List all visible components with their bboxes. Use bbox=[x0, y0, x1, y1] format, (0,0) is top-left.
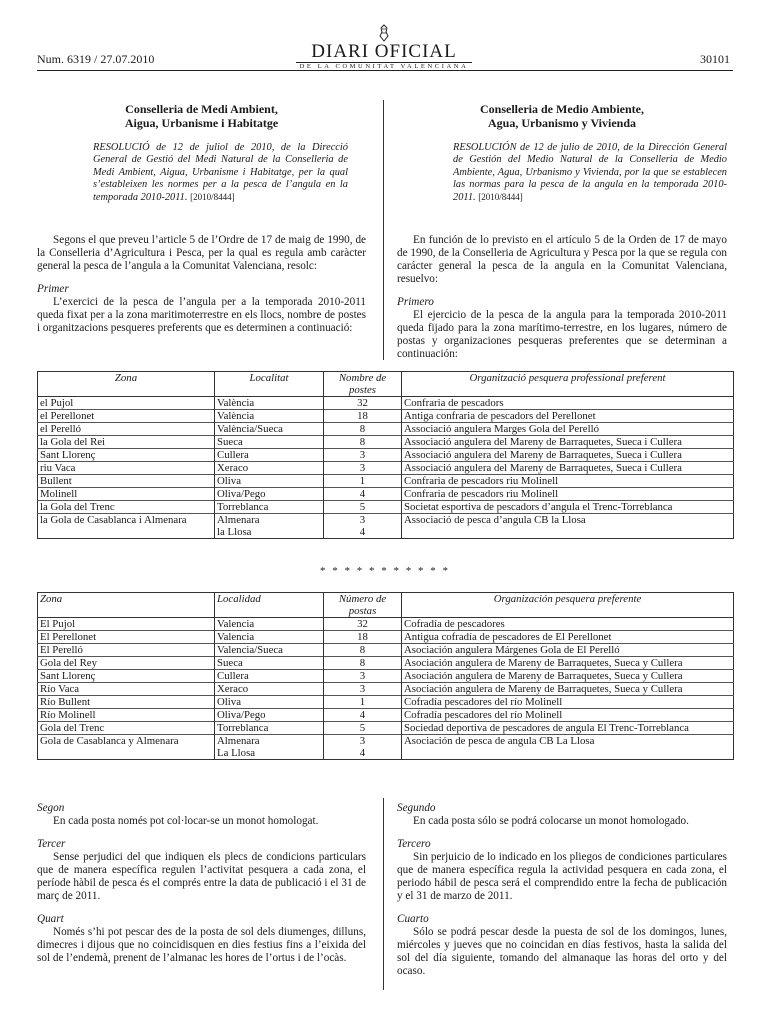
table-va-row bbox=[38, 436, 734, 449]
table-va-row bbox=[38, 462, 734, 475]
table-va-cell-zona: la Gola de Casablanca i Almenara bbox=[38, 514, 215, 539]
table-va-cell-zona: la Gola del Trenc bbox=[38, 501, 215, 514]
table-va-cell-localitat: València/Sueca bbox=[215, 423, 324, 436]
table-va-header-postes: Nombre de postes bbox=[324, 372, 402, 397]
left-primer-text: L’exercici de la pesca de l’angula per a la temporada 2010-2011 queda fixat per a la zona maritimoterrestre en els llocs, nombre de postes i organitzacions pesqueres preferents que es determinen a continuació: bbox=[37, 296, 366, 335]
right-column-bottom bbox=[397, 802, 727, 978]
left-title-line2: Aigua, Urbanisme i Habitatge bbox=[124, 115, 279, 130]
right-primero-text: El ejercicio de la pesca de la angula para la temporada 2010-2011 queda fijado para la zona marítimo-terrestre, en los lugares, número de postas y organizaciones pesqueras preferentes que se determinan a continuación: bbox=[397, 309, 727, 361]
table-va-row bbox=[38, 397, 734, 410]
table-va-cell-organitzacio: Associació de pesca d’angula CB la Llosa bbox=[402, 514, 734, 539]
table-va-row bbox=[38, 501, 734, 514]
table-es-cell-localitat: Oliva/Pego bbox=[215, 709, 324, 722]
left-heading-quart: Quart bbox=[37, 913, 64, 925]
table-es-cell-postes: 18 bbox=[324, 631, 402, 644]
table-es-cell-organitzacio: Asociación angulera de Mareny de Barraquetes, Sueca y Cullera bbox=[402, 657, 734, 670]
table-es-cell-organitzacio: Asociación de pesca de angula CB La Llosa bbox=[402, 735, 734, 760]
table-es-cell-localitat: Torreblanca bbox=[215, 722, 324, 735]
right-column-top bbox=[397, 103, 727, 361]
left-resolution: RESOLUCIÓ de 12 de juliol de 2010, de la Direcció General de Gestió del Medi Natural de la Conselleria de Medi Ambient, Aigua, Urbanisme i Habitatge, per la qual s’estableixen les normes per a la pesca de l’angula en la temporada 2010-2011. [2010/8444] bbox=[93, 142, 348, 204]
table-va-cell-zona: el Perelló bbox=[38, 423, 215, 436]
table-es-cell-zona: Río Bullent bbox=[38, 696, 215, 709]
table-va-cell-postes: 5 bbox=[324, 501, 402, 514]
table-va-cell-organitzacio: Associació angulera del Mareny de Barraquetes, Sueca i Cullera bbox=[402, 449, 734, 462]
table-es-cell-zona: Gola del Rey bbox=[38, 657, 215, 670]
section-separator: * * * * * * * * * * * bbox=[320, 565, 450, 577]
table-es-cell-localitat: Valencia/Sueca bbox=[215, 644, 324, 657]
right-segundo-text: En cada posta sólo se podrá colocarse un monot homologado. bbox=[413, 815, 689, 827]
table-es-cell-zona: El Perellonet bbox=[38, 631, 215, 644]
table-va-cell-zona: el Perellonet bbox=[38, 410, 215, 423]
table-es-header-zona: Zona bbox=[38, 593, 215, 618]
table-va-cell-postes: 3 4 bbox=[324, 514, 402, 539]
table-va-cell-postes: 8 bbox=[324, 423, 402, 436]
table-va-cell-localitat: Oliva/Pego bbox=[215, 488, 324, 501]
table-va-cell-zona: Sant Llorenç bbox=[38, 449, 215, 462]
header-divider bbox=[37, 70, 733, 71]
table-va-cell-localitat: Xeraco bbox=[215, 462, 324, 475]
table-es-header-organizacion: Organización pesquera preferente bbox=[402, 593, 734, 618]
table-va-cell-localitat: València bbox=[215, 397, 324, 410]
table-es-cell-postes: 3 4 bbox=[324, 735, 402, 760]
table-va-cell-zona: el Pujol bbox=[38, 397, 215, 410]
table-va-row bbox=[38, 410, 734, 423]
table-es-cell-postes: 4 bbox=[324, 709, 402, 722]
right-tercero-text: Sin perjuicio de lo indicado en los pliegos de condiciones particulares que de manera específica regula la actividad pesquera en cada zona, el periodo hábil de pesca será el comprendido entre la fecha de publicación y el 31 de marzo de 2011. bbox=[397, 851, 727, 902]
table-va-cell-localitat: València bbox=[215, 410, 324, 423]
table-va-cell-localitat: Cullera bbox=[215, 449, 324, 462]
table-es-cell-localitat: Cullera bbox=[215, 670, 324, 683]
table-va-cell-postes: 8 bbox=[324, 436, 402, 449]
table-es-row bbox=[38, 670, 734, 683]
left-heading-tercer: Tercer bbox=[37, 838, 66, 850]
table-es-cell-organitzacio: Cofradía pescadores del río Molinell bbox=[402, 696, 734, 709]
table-es-row bbox=[38, 735, 734, 760]
table-va-cell-organitzacio: Associació angulera Marges Gola del Perelló bbox=[402, 423, 734, 436]
table-va-cell-organitzacio: Associació angulera del Mareny de Barraquetes, Sueca i Cullera bbox=[402, 462, 734, 475]
table-es-cell-postes: 3 bbox=[324, 670, 402, 683]
logo-title: DIARI OFICIAL bbox=[311, 41, 457, 62]
column-divider bbox=[383, 100, 384, 360]
table-es-cell-localitat: Oliva bbox=[215, 696, 324, 709]
table-es-row bbox=[38, 709, 734, 722]
left-heading-primer: Primer bbox=[37, 283, 69, 296]
coat-of-arms-icon bbox=[374, 24, 394, 42]
table-es-cell-zona: Gola del Trenc bbox=[38, 722, 215, 735]
table-es-cell-localitat: Almenara La Llosa bbox=[215, 735, 324, 760]
right-heading-tercero: Tercero bbox=[397, 838, 431, 850]
left-column-top bbox=[37, 103, 366, 335]
table-va-cell-zona: Molinell bbox=[38, 488, 215, 501]
table-es-cell-localitat: Valencia bbox=[215, 618, 324, 631]
left-title-line1: Conselleria de Medi Ambient, bbox=[125, 102, 278, 116]
table-va-cell-organitzacio: Associació angulera del Mareny de Barraquetes, Sueca i Cullera bbox=[402, 436, 734, 449]
table-va-row bbox=[38, 423, 734, 436]
left-quart-text: Només s’hi pot pescar des de la posta de sol dels diumenges, dilluns, dimecres i dijous que no coincidisquen en dies festius fins a l’eixida del sol de l’endemà, prenent de l’almanac les hores de l’ortus i de l’ocàs. bbox=[37, 926, 366, 964]
table-va-cell-postes: 3 bbox=[324, 449, 402, 462]
table-va-cell-postes: 32 bbox=[324, 397, 402, 410]
table-es-cell-postes: 5 bbox=[324, 722, 402, 735]
table-es-cell-postes: 32 bbox=[324, 618, 402, 631]
table-es-cell-localitat: Valencia bbox=[215, 631, 324, 644]
table-va-cell-organitzacio: Confraria de pescadors riu Molinell bbox=[402, 475, 734, 488]
table-es-cell-organitzacio: Antigua cofradía de pescadores de El Perellonet bbox=[402, 631, 734, 644]
table-es-row bbox=[38, 683, 734, 696]
table-es-cell-zona: Río Molinell bbox=[38, 709, 215, 722]
table-es-row bbox=[38, 644, 734, 657]
table-es-cell-localitat: Sueca bbox=[215, 657, 324, 670]
left-tercer-text: Sense perjudici del que indiquen els plecs de condicions particulars que de manera específica regulen l’activitat pesquera a cada zona, el període hàbil de pesca és el comprés entre la data de publicació i el 31 de març de 2011. bbox=[37, 851, 366, 902]
table-va-cell-organitzacio: Confraria de pescadors bbox=[404, 397, 504, 409]
table-va-cell-zona: la Gola del Rei bbox=[38, 436, 215, 449]
table-es-cell-organitzacio: Asociación angulera Márgenes Gola de El Perelló bbox=[402, 644, 734, 657]
table-es-cell-localitat: Xeraco bbox=[215, 683, 324, 696]
table-va-cell-postes: 4 bbox=[324, 488, 402, 501]
left-segon-text: En cada posta només pot col·locar-se un monot homologat. bbox=[53, 815, 319, 827]
table-va-cell-organitzacio: Antiga confraria de pescadors del Perellonet bbox=[402, 410, 734, 423]
table-es-cell-zona: Río Vaca bbox=[38, 683, 215, 696]
table-es-cell-organitzacio: Asociación angulera de Mareny de Barraquetes, Sueca y Cullera bbox=[402, 683, 734, 696]
column-divider-bottom bbox=[383, 798, 384, 990]
page-number: 30101 bbox=[700, 52, 730, 66]
table-es-row bbox=[38, 657, 734, 670]
table-es-cell-zona: El Pujol bbox=[38, 618, 215, 631]
table-es-cell-postes: 3 bbox=[324, 683, 402, 696]
table-va-cell-zona: riu Vaca bbox=[38, 462, 215, 475]
table-spanish bbox=[37, 592, 734, 760]
table-va-cell-localitat: Torreblanca bbox=[215, 501, 324, 514]
left-intro: Segons el que preveu l’article 5 de l’Ordre de 17 de maig de 1990, de la Conselleria d’Agricultura i Pesca, per la qual es regula amb caràcter general la pesca de l’angula a la Comunitat Valenciana, resolc: bbox=[37, 234, 366, 273]
left-heading-segon: Segon bbox=[37, 802, 65, 814]
table-va-header-zona: Zona bbox=[38, 372, 215, 397]
table-valencian bbox=[37, 371, 734, 539]
issue-number-date: Num. 6319 / 27.07.2010 bbox=[37, 52, 155, 66]
logo-subtitle: DE LA COMUNITAT VALENCIANA bbox=[299, 63, 469, 70]
table-va-header-organitzacio: Organització pesquera professional preferent bbox=[402, 372, 734, 397]
table-va-cell-localitat: Oliva bbox=[215, 475, 324, 488]
right-resolution: RESOLUCIÓN de 12 de julio de 2010, de la Dirección General de Gestión del Medio Natural de la Conselleria de Medio Ambiente, Agua, Urbanismo y Vivienda, por la que se establecen las normas para la pesca de la angula en la temporada 2010-2011. [2010/8444] bbox=[453, 142, 727, 204]
table-va-cell-localitat: Almenara la Llosa bbox=[215, 514, 324, 539]
table-va-cell-zona: Bullent bbox=[38, 475, 215, 488]
table-va-cell-postes: 3 bbox=[324, 462, 402, 475]
table-va-row bbox=[38, 449, 734, 462]
table-es-cell-postes: 8 bbox=[324, 644, 402, 657]
table-va-cell-postes: 18 bbox=[324, 410, 402, 423]
right-heading-primero: Primero bbox=[397, 296, 434, 309]
table-es-cell-postes: 1 bbox=[324, 696, 402, 709]
table-va-row bbox=[38, 514, 734, 539]
table-es-row bbox=[38, 631, 734, 644]
right-intro: En función de lo previsto en el artículo 5 de la Orden de 17 de mayo de 1990, de la Conselleria de Agricultura y Pesca por la que se regula con carácter general la pesca de la angula en la Comunitat Valenciana, resuelvo: bbox=[397, 234, 727, 286]
table-va-cell-organitzacio: Confraria de pescadors riu Molinell bbox=[402, 488, 734, 501]
left-column-bottom bbox=[37, 802, 366, 965]
table-es-row bbox=[38, 696, 734, 709]
right-heading-segundo: Segundo bbox=[397, 802, 436, 814]
table-es-row bbox=[38, 722, 734, 735]
table-es-cell-zona: El Perelló bbox=[38, 644, 215, 657]
table-va-cell-postes: 1 bbox=[324, 475, 402, 488]
table-es-cell-organitzacio: Cofradía de pescadores bbox=[404, 618, 505, 630]
table-es-cell-postes: 8 bbox=[324, 657, 402, 670]
table-va-row bbox=[38, 488, 734, 501]
table-es-cell-zona: Gola de Casablanca y Almenara bbox=[38, 735, 215, 760]
right-heading-cuarto: Cuarto bbox=[397, 913, 429, 925]
diari-oficial-logo bbox=[296, 24, 472, 70]
table-va-header-localitat: Localitat bbox=[215, 372, 324, 397]
table-es-row bbox=[38, 618, 734, 631]
right-title-line2: Agua, Urbanismo y Vivienda bbox=[487, 115, 637, 130]
table-va-row bbox=[38, 475, 734, 488]
table-es-header-postas: Número de postas bbox=[324, 593, 402, 618]
table-es-cell-organitzacio: Sociedad deportiva de pescadores de angula El Trenc-Torreblanca bbox=[402, 722, 734, 735]
table-va-cell-localitat: Sueca bbox=[215, 436, 324, 449]
table-es-header-localidad: Localidad bbox=[215, 593, 324, 618]
table-va-cell-organitzacio: Societat esportiva de pescadors d’angula el Trenc-Torreblanca bbox=[402, 501, 734, 514]
right-cuarto-text: Sólo se podrá pescar desde la puesta de sol de los domingos, lunes, miércoles y jueves que no coincidan en días festivos, hasta la salida del sol del día siguiente, tomando del almanaque las horas del orto y del ocaso. bbox=[397, 926, 727, 977]
table-es-cell-organitzacio: Cofradía pescadores del río Molinell bbox=[402, 709, 734, 722]
table-es-cell-organitzacio: Asociación angulera de Mareny de Barraquetes, Sueca y Cullera bbox=[402, 670, 734, 683]
table-es-cell-zona: Sant Llorenç bbox=[38, 670, 215, 683]
right-title-line1: Conselleria de Medio Ambiente, bbox=[480, 102, 644, 116]
